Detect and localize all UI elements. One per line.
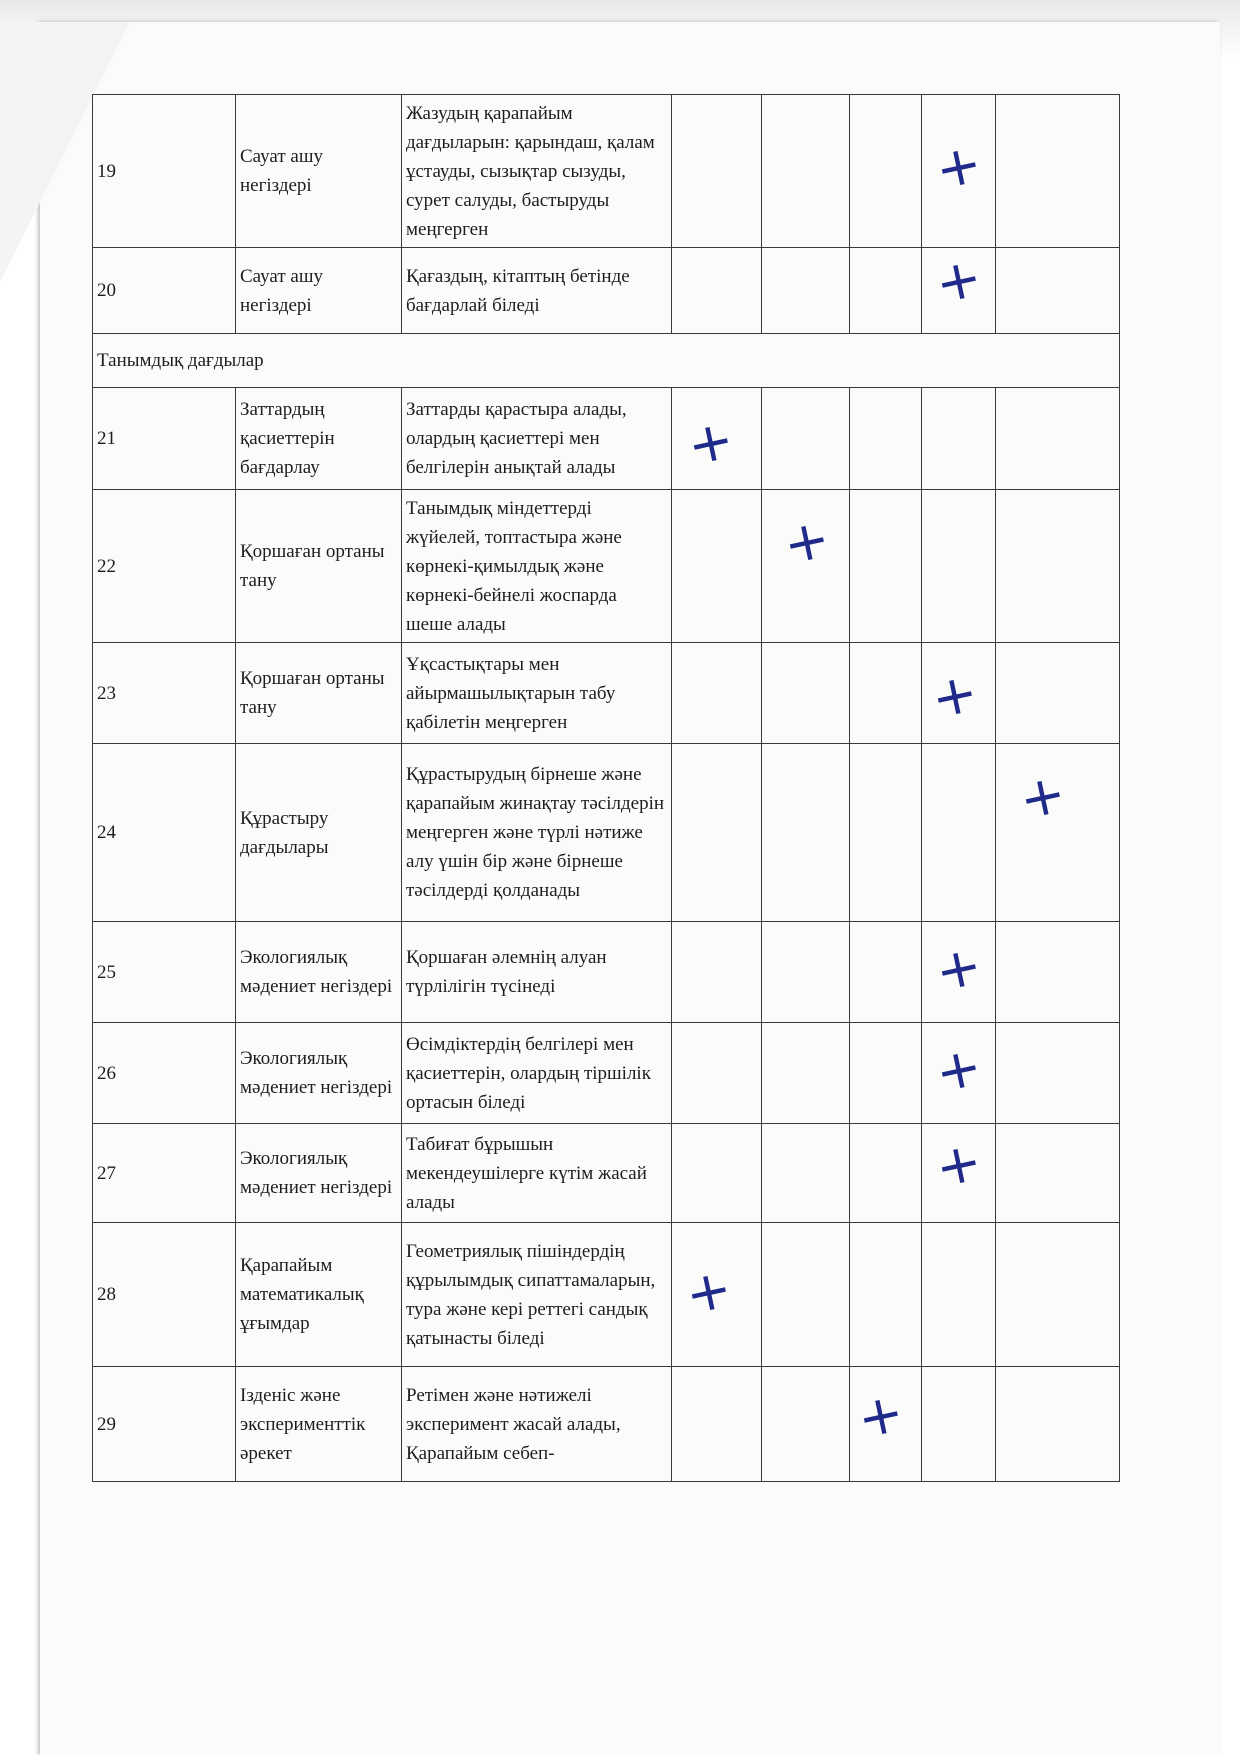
area-cell: Қарапайым математикалық ұғымдар [236, 1223, 402, 1367]
table-row [93, 248, 1120, 334]
check-mark: + [929, 1033, 988, 1106]
check-mark: + [929, 932, 988, 1005]
row-number: 23 [93, 643, 236, 744]
row-number: 25 [93, 922, 236, 1023]
area-cell: Қоршаған ортаны тану [236, 490, 402, 643]
check-mark: + [681, 406, 740, 479]
table-row [93, 95, 1120, 248]
check-mark: + [925, 659, 984, 732]
skill-cell: Табиғат бұрышын мекендеушілерге күтім жасай алады [402, 1124, 672, 1223]
table-row [93, 922, 1120, 1023]
skill-cell: Танымдық міндеттерді жүйелей, топтастыра және көрнекі-қимылдық және көрнекі-бейнелі жоспарда шеше алады [402, 490, 672, 643]
check-mark: + [1013, 760, 1072, 833]
table-row [93, 490, 1120, 643]
section-row [93, 334, 1120, 388]
table-row [93, 1223, 1120, 1367]
area-cell: Экологиялық мәдениет негіздері [236, 922, 402, 1023]
check-mark: + [777, 505, 836, 578]
area-cell: Экологиялық мәдениет негіздері [236, 1023, 402, 1124]
row-number: 20 [93, 248, 236, 334]
table-row [93, 388, 1120, 490]
area-cell: Сауат ашу негіздері [236, 248, 402, 334]
table-row [93, 1124, 1120, 1223]
skill-cell: Ұқсастықтары мен айырмашылықтарын табу қабілетін меңгерген [402, 643, 672, 744]
assessment-table [92, 94, 1120, 1482]
row-number: 27 [93, 1124, 236, 1223]
section-title: Танымдық дағдылар [93, 334, 1120, 388]
table-row [93, 1367, 1120, 1482]
area-cell: Қоршаған ортаны тану [236, 643, 402, 744]
skill-cell: Қағаздың, кітаптың бетінде бағдарлай біледі [402, 248, 672, 334]
check-mark: + [929, 244, 988, 317]
check-mark: + [929, 1128, 988, 1201]
area-cell: Экологиялық мәдениет негіздері [236, 1124, 402, 1223]
check-mark: + [679, 1255, 738, 1328]
row-number: 19 [93, 95, 236, 248]
skill-cell: Құрастырудың бірнеше және қарапайым жинақтау тәсілдерін меңгерген және түрлі нәтиже алу үшін бір және бірнеше тәсілдерді қолданады [402, 744, 672, 922]
row-number: 29 [93, 1367, 236, 1482]
skill-cell: Ретімен және нәтижелі эксперимент жасай алады, Қарапайым себеп- [402, 1367, 672, 1482]
table-row [93, 1023, 1120, 1124]
area-cell: Сауат ашу негіздері [236, 95, 402, 248]
area-cell: Құрастыру дағдылары [236, 744, 402, 922]
skill-cell: Өсімдіктердің белгілері мен қасиеттерін, олардың тіршілік ортасын біледі [402, 1023, 672, 1124]
table-row [93, 744, 1120, 922]
table-row [93, 643, 1120, 744]
row-number: 26 [93, 1023, 236, 1124]
area-cell: Заттардың қасиеттерін бағдарлау [236, 388, 402, 490]
check-mark: + [929, 130, 988, 203]
row-number: 21 [93, 388, 236, 490]
row-number: 28 [93, 1223, 236, 1367]
area-cell: Ізденіс және эксперименттік әрекет [236, 1367, 402, 1482]
check-mark: + [851, 1379, 910, 1452]
skill-cell: Заттарды қарастыра алады, олардың қасиеттері мен белгілерін анықтай алады [402, 388, 672, 490]
skill-cell: Геометриялық пішіндердің құрылымдық сипаттамаларын, тура және кері реттегі сандық қатынасты біледі [402, 1223, 672, 1367]
row-number: 24 [93, 744, 236, 922]
skill-cell: Қоршаған әлемнің алуан түрлілігін түсінеді [402, 922, 672, 1023]
row-number: 22 [93, 490, 236, 643]
skill-cell: Жазудың қарапайым дағдыларын: қарындаш, қалам ұстауды, сызықтар сызуды, сурет салуды, бастыруды меңгерген [402, 95, 672, 248]
